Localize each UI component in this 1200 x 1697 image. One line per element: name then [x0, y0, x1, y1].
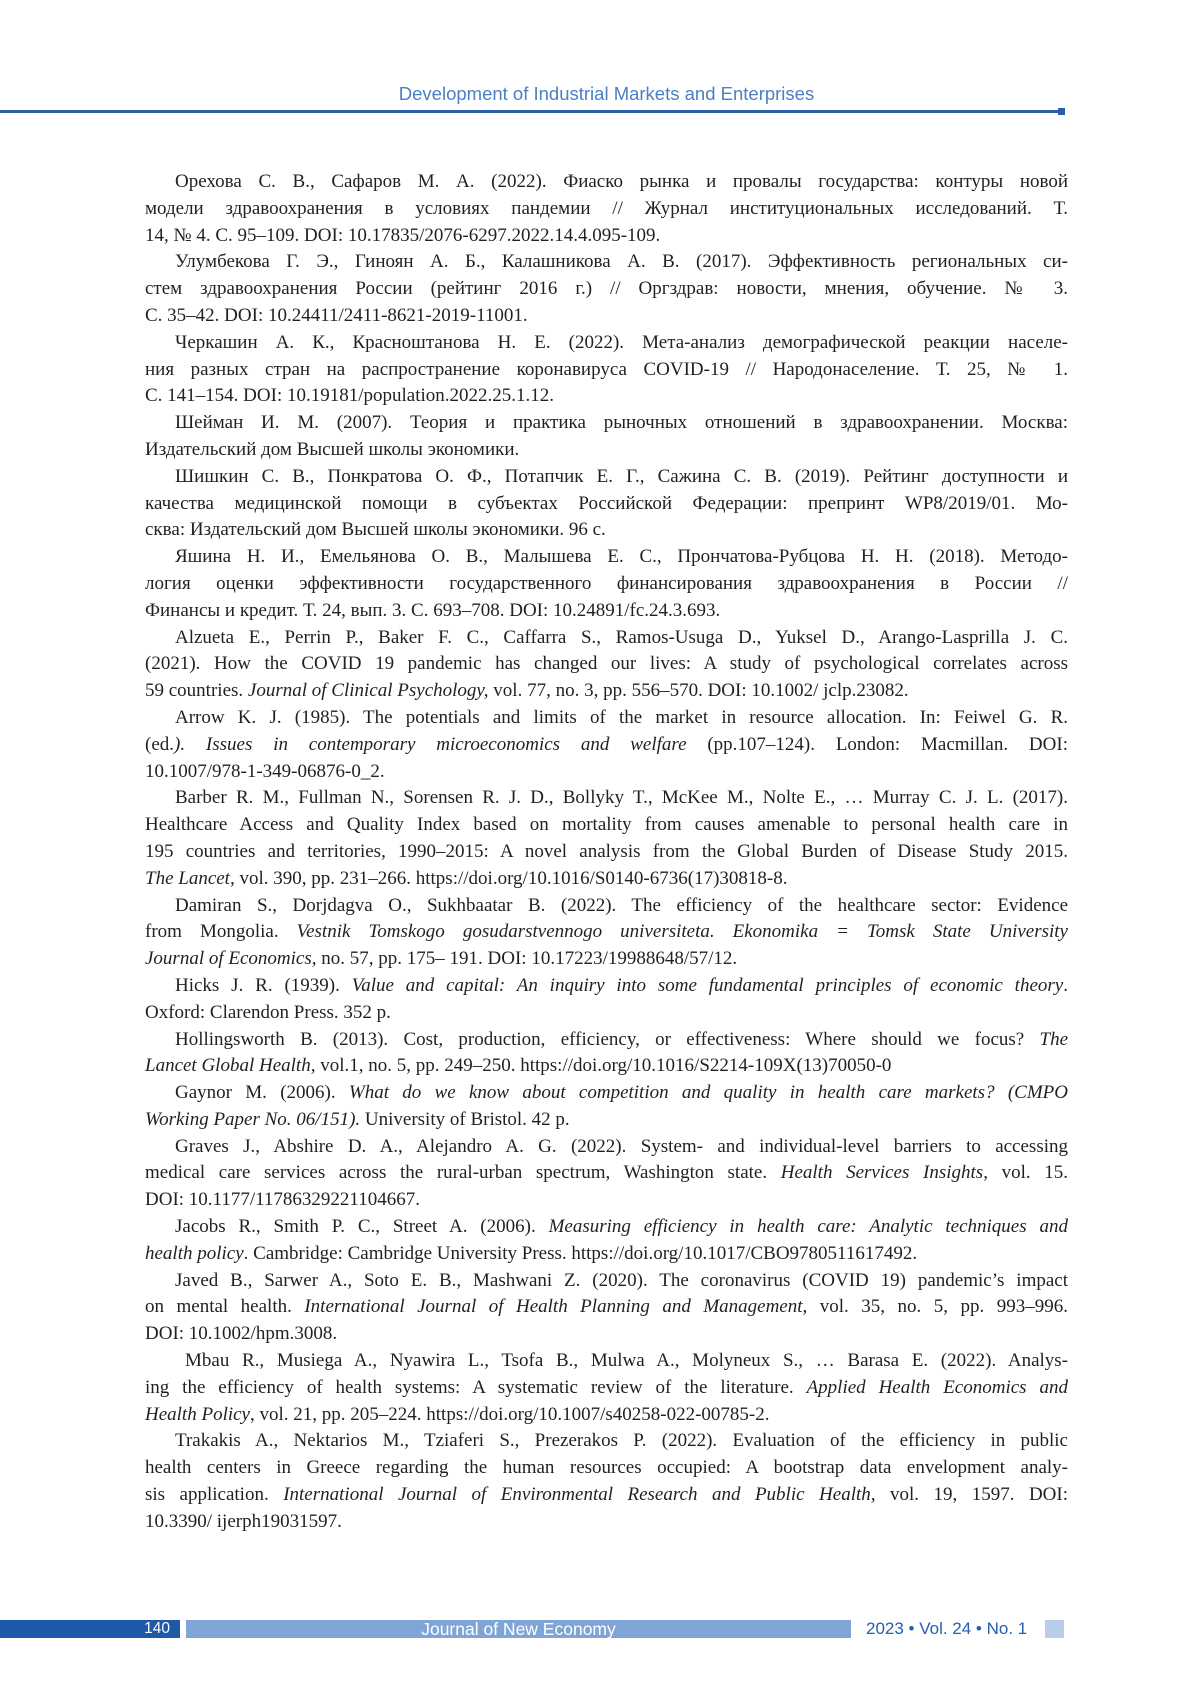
reference-line	[145, 1402, 1068, 1429]
footer-journal-band	[186, 1620, 851, 1638]
reference-line	[145, 893, 1068, 920]
reference-italic-text: Health Policy	[145, 1404, 250, 1425]
reference-text: стем здравоохранения России (рейтинг 2016 г.) // Оргздрав: новости, мнения, обучение. № 3.	[145, 278, 1068, 299]
reference-line	[145, 1134, 1068, 1161]
reference-text: Graves J., Abshire D. A., Alejandro A. G. (2022). System- and individual-level barriers to accessing	[175, 1136, 1068, 1157]
reference-line	[145, 1482, 1068, 1509]
reference-entry	[145, 785, 1068, 892]
reference-line	[145, 973, 1068, 1000]
reference-text: качества медицинской помощи в субъектах Российской Федерации: препринт WP8/2019/01. Мо-	[145, 493, 1068, 514]
reference-entry	[145, 973, 1068, 1027]
reference-text: .	[1063, 975, 1068, 996]
reference-entry	[145, 169, 1068, 249]
reference-text: Gaynor M. (2006).	[175, 1082, 349, 1103]
reference-text: vol. 390, pp. 231–266. https://doi.org/10.1016/S0140-6736(17)30818-8.	[235, 868, 788, 889]
reference-line	[145, 517, 1068, 544]
reference-entry	[145, 249, 1068, 329]
reference-line	[145, 437, 1068, 464]
footer-page-block	[0, 1620, 180, 1638]
reference-entry	[145, 1214, 1068, 1268]
reference-line	[145, 866, 1068, 893]
reference-italic-text: What do we know about competition and quality in health care markets? (CMPO	[349, 1082, 1068, 1103]
reference-text: DOI: 10.1002/hpm.3008.	[145, 1323, 337, 1344]
reference-line	[145, 812, 1068, 839]
reference-text: (pp.107–124). London: Macmillan. DOI:	[687, 734, 1068, 755]
reference-line	[145, 839, 1068, 866]
reference-text: from Mongolia.	[145, 921, 297, 942]
reference-italic-text: The	[1040, 1029, 1069, 1050]
reference-entry	[145, 1268, 1068, 1348]
reference-entry	[145, 1080, 1068, 1134]
reference-line	[145, 1027, 1068, 1054]
reference-italic-text: Vestnik Tomskogo gosudarstvennogo universiteta. Ekonomika = Tomsk State University	[297, 921, 1068, 942]
reference-line	[145, 169, 1068, 196]
reference-italic-text: Value and capital: An inquiry into some fundamental principles of economic theory	[352, 975, 1064, 996]
reference-line	[145, 1455, 1068, 1482]
reference-italic-text: health policy	[145, 1243, 244, 1264]
reference-text: Яшина Н. И., Емельянова О. В., Малышева Е. С., Прончатова-Рубцова Н. Н. (2018). Методо-	[175, 546, 1068, 567]
reference-line	[145, 464, 1068, 491]
reference-text: . Cambridge: Cambridge University Press. https://doi.org/10.1017/CBO9780511617492.	[244, 1243, 917, 1264]
reference-text: 14, № 4. С. 95–109. DOI: 10.17835/2076-6297.2022.14.4.095-109.	[145, 225, 660, 246]
reference-line	[145, 1294, 1068, 1321]
reference-italic-text: Measuring efficiency in health care: Analytic techniques and	[549, 1216, 1068, 1237]
journal-name: Journal of New Economy	[421, 1619, 616, 1639]
reference-italic-text: The Lancet,	[145, 868, 235, 889]
reference-text: vol. 77, no. 3, pp. 556–570. DOI: 10.1002/ jclp.23082.	[489, 680, 909, 701]
header-rule	[0, 110, 1060, 113]
reference-italic-text: Health Services Insights	[781, 1162, 983, 1183]
reference-line	[145, 491, 1068, 518]
reference-line	[145, 196, 1068, 223]
reference-line	[145, 785, 1068, 812]
reference-text: Barber R. M., Fullman N., Sorensen R. J. D., Bollyky T., McKee M., Nolte E., … Murray C. J. L. (2017).	[175, 787, 1068, 808]
reference-entry	[145, 464, 1068, 544]
reference-text: Издательский дом Высшей школы экономики.	[145, 439, 519, 460]
reference-line	[145, 1428, 1068, 1455]
reference-text: vol. 35, no. 5, pp. 993–996.	[807, 1296, 1068, 1317]
reference-entry	[145, 330, 1068, 410]
reference-line	[145, 919, 1068, 946]
reference-line	[145, 303, 1068, 330]
reference-text: Шишкин С. В., Понкратова О. Ф., Потапчик Е. Г., Сажина С. В. (2019). Рейтинг доступности и	[175, 466, 1068, 487]
reference-line	[145, 1053, 1068, 1080]
reference-line	[145, 1241, 1068, 1268]
reference-italic-text: Lancet Global Health,	[145, 1055, 315, 1076]
reference-text: 10.1007/978-1-349-06876-0_2.	[145, 761, 385, 782]
reference-entry	[145, 544, 1068, 624]
reference-line	[145, 357, 1068, 384]
reference-line	[145, 249, 1068, 276]
reference-line	[145, 1214, 1068, 1241]
section-running-title: Development of Industrial Markets and Enterprises	[145, 83, 1068, 105]
reference-text: Trakakis A., Nektarios M., Tziaferi S., Prezerakos P. (2022). Evaluation of the efficiency in public	[175, 1430, 1068, 1451]
reference-line	[145, 1080, 1068, 1107]
reference-line	[145, 1268, 1068, 1295]
reference-line	[145, 223, 1068, 250]
footer-end-marker	[1045, 1620, 1064, 1638]
reference-italic-text: Journal of Economics	[145, 948, 312, 969]
reference-text: ния разных стран на распространение коронавируса COVID-19 // Народонаселение. Т. 25, № 1.	[145, 359, 1068, 380]
reference-line	[145, 544, 1068, 571]
reference-entry	[145, 1027, 1068, 1081]
reference-italic-text: Working Paper No. 06/151).	[145, 1109, 360, 1130]
reference-italic-text: Journal of Clinical Psychology,	[248, 680, 489, 701]
reference-text: С. 35–42. DOI: 10.24411/2411-8621-2019-11001.	[145, 305, 528, 326]
reference-text: модели здравоохранения в условиях пандемии // Журнал институциональных исследований. Т.	[145, 198, 1068, 219]
reference-line	[145, 1107, 1068, 1134]
reference-line	[145, 759, 1068, 786]
reference-line	[145, 330, 1068, 357]
reference-line	[145, 598, 1068, 625]
reference-text: (2021). How the COVID 19 pandemic has changed our lives: A study of psychological correlates across	[145, 653, 1068, 674]
reference-text: , vol. 15.	[983, 1162, 1068, 1183]
reference-line	[145, 651, 1068, 678]
reference-line	[145, 1187, 1068, 1214]
reference-text: University of Bristol. 42 p.	[360, 1109, 570, 1130]
reference-list	[145, 169, 1068, 1536]
reference-text: логия оценки эффективности государственного финансирования здравоохранения в России //	[145, 573, 1068, 594]
reference-text: on mental health.	[145, 1296, 304, 1317]
reference-text: Hollingsworth B. (2013). Cost, production, efficiency, or effectiveness: Where should we focus?	[175, 1029, 1040, 1050]
reference-line	[145, 1160, 1068, 1187]
reference-entry	[145, 1428, 1068, 1535]
reference-entry	[145, 625, 1068, 705]
reference-entry	[145, 705, 1068, 785]
reference-italic-text: International Journal of Environmental Research and Public Health,	[283, 1484, 875, 1505]
reference-entry	[145, 410, 1068, 464]
reference-text: Javed B., Sarwer A., Soto E. B., Mashwani Z. (2020). The coronavirus (COVID 19) pandemic’s impact	[175, 1270, 1068, 1291]
reference-line	[145, 383, 1068, 410]
reference-line	[145, 1375, 1068, 1402]
reference-line	[145, 1348, 1068, 1375]
reference-text: Hicks J. R. (1939).	[175, 975, 352, 996]
reference-text: Mbau R., Musiega A., Nyawira L., Tsofa B., Mulwa A., Molyneux S., … Barasa E. (2022). Analys-	[185, 1350, 1068, 1371]
reference-entry	[145, 893, 1068, 973]
reference-text: Alzueta E., Perrin P., Baker F. C., Caffarra S., Ramos-Usuga D., Yuksel D., Arango-Lasprilla J. C.	[175, 627, 1068, 648]
reference-text: Oxford: Clarendon Press. 352 p.	[145, 1002, 391, 1023]
reference-text: 195 countries and territories, 1990–2015: A novel analysis from the Global Burden of Disease Study 2015.	[145, 841, 1068, 862]
reference-text: , no. 57, pp. 175– 191. DOI: 10.17223/19988648/57/12.	[312, 948, 737, 969]
reference-text: ing the efficiency of health systems: A systematic review of the literature.	[145, 1377, 807, 1398]
reference-text: Arrow K. J. (1985). The potentials and limits of the market in resource allocation. In: Feiwel G. R.	[175, 707, 1068, 728]
reference-line	[145, 571, 1068, 598]
reference-text: sis application.	[145, 1484, 283, 1505]
reference-text: Healthcare Access and Quality Index based on mortality from causes amenable to personal health care in	[145, 814, 1068, 835]
issue-info: 2023 • Vol. 24 • No. 1	[866, 1620, 1027, 1638]
reference-text: health centers in Greece regarding the human resources occupied: A bootstrap data envelopment analy-	[145, 1457, 1068, 1478]
reference-line	[145, 410, 1068, 437]
reference-text: , vol. 21, pp. 205–224. https://doi.org/10.1007/s40258-022-00785-2.	[250, 1404, 770, 1425]
reference-text: vol. 19, 1597. DOI:	[876, 1484, 1069, 1505]
reference-text: vol.1, no. 5, pp. 249–250. https://doi.org/10.1016/S2214-109X(13)70050-0	[315, 1055, 891, 1076]
reference-text: сква: Издательский дом Высшей школы экономики. 96 с.	[145, 519, 606, 540]
reference-text: Орехова С. В., Сафаров М. А. (2022). Фиаско рынка и провалы государства: контуры новой	[175, 171, 1068, 192]
reference-text: (ed.	[145, 734, 174, 755]
reference-italic-text: International Journal of Health Planning and Management,	[304, 1296, 807, 1317]
reference-line	[145, 1509, 1068, 1536]
reference-text: 59 countries.	[145, 680, 248, 701]
reference-italic-text: Applied Health Economics and	[807, 1377, 1068, 1398]
reference-text: Черкашин А. К., Красноштанова Н. Е. (2022). Мета-анализ демографической реакции населе-	[175, 332, 1068, 353]
reference-text: DOI: 10.1177/11786329221104667.	[145, 1189, 420, 1210]
journal-page	[0, 0, 1200, 1697]
reference-line	[145, 946, 1068, 973]
reference-italic-text: ). Issues in contemporary microeconomics and welfare	[174, 734, 686, 755]
reference-text: С. 141–154. DOI: 10.19181/population.2022.25.1.12.	[145, 385, 554, 406]
reference-text: medical care services across the rural-urban spectrum, Washington state.	[145, 1162, 781, 1183]
reference-text: Финансы и кредит. Т. 24, вып. 3. С. 693–708. DOI: 10.24891/fc.24.3.693.	[145, 600, 720, 621]
reference-text: Шейман И. М. (2007). Теория и практика рыночных отношений в здравоохранении. Москва:	[175, 412, 1068, 433]
reference-line	[145, 1000, 1068, 1027]
reference-line	[145, 625, 1068, 652]
reference-text: Jacobs R., Smith P. C., Street A. (2006).	[175, 1216, 549, 1237]
reference-entry	[145, 1348, 1068, 1428]
reference-line	[145, 276, 1068, 303]
header-rule-end-marker	[1058, 108, 1065, 115]
reference-line	[145, 1321, 1068, 1348]
reference-line	[145, 705, 1068, 732]
reference-text: Улумбекова Г. Э., Гиноян А. Б., Калашникова А. В. (2017). Эффективность региональных си-	[175, 251, 1068, 272]
reference-line	[145, 678, 1068, 705]
reference-text: Damiran S., Dorjdagva O., Sukhbaatar B. (2022). The efficiency of the healthcare sector: Evidence	[175, 895, 1068, 916]
reference-text: 10.3390/ ijerph19031597.	[145, 1511, 342, 1532]
reference-entry	[145, 1134, 1068, 1214]
reference-line	[145, 732, 1068, 759]
page-number: 140	[144, 1620, 170, 1637]
